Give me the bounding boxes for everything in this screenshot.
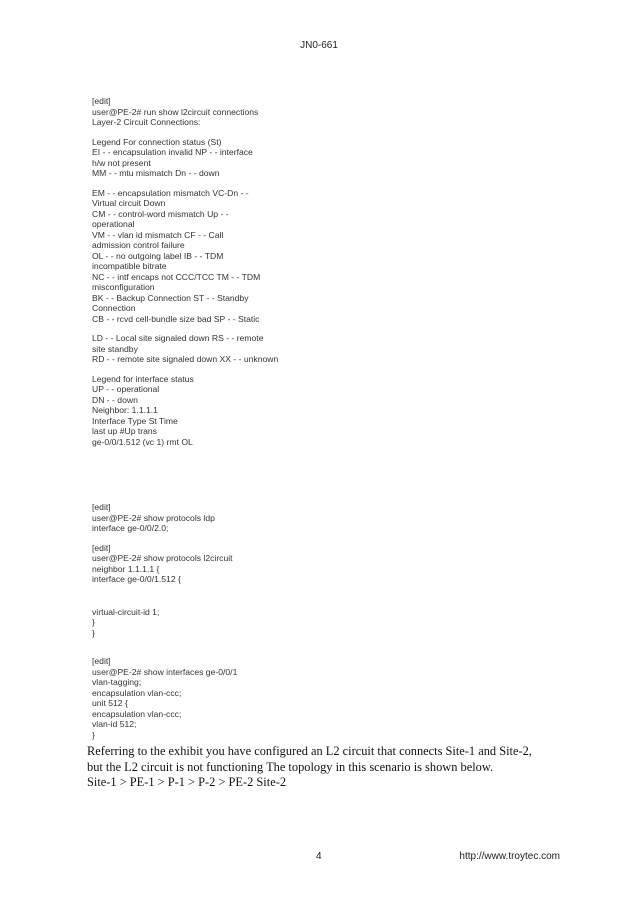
exhibit-line: [edit] (92, 656, 111, 666)
exhibit-line: } (92, 617, 95, 627)
exhibit-block (92, 656, 392, 740)
page-number: 4 (316, 851, 322, 862)
question-text (87, 744, 557, 791)
exhibit-line: interface ge-0/0/1.512 { (92, 574, 181, 584)
exhibit-line: CB - - rcvd cell-bundle size bad SP - - Static (92, 313, 260, 324)
exhibit-line: site standby (92, 343, 138, 354)
exhibit-line: VM - - vlan id mismatch CF - - Call (92, 229, 224, 240)
exhibit-line: user@PE-2# show interfaces ge-0/0/1 (92, 666, 238, 677)
exhibit-line: } (92, 627, 95, 638)
exhibit-line: misconfiguration (92, 282, 155, 292)
exhibit-line: Neighbor: 1.1.1.1 (92, 405, 158, 415)
exhibit-line: CM - - control-word mismatch Up - - (92, 208, 229, 219)
exhibit-block (92, 137, 392, 179)
exhibit-cli-output (92, 96, 392, 447)
exhibit-line: DN - - down (92, 394, 138, 405)
question-line: but the L2 circuit is not functioning The topology in this scenario is shown below. (87, 759, 494, 774)
exhibit-line: Connection (92, 303, 136, 313)
exhibit-line: [edit] (92, 96, 111, 106)
exhibit-line: interface ge-0/0/2.0; (92, 523, 169, 533)
exhibit-line: [edit] (92, 502, 111, 512)
exhibit-line: LD - - Local site signaled down RS - - remote (92, 333, 264, 343)
exhibit-line: Legend For connection status (St) (92, 136, 222, 147)
page-header-title: JN0-661 (300, 40, 338, 51)
exhibit-line: BK - - Backup Connection ST - - Standby (92, 292, 249, 303)
exhibit-line: [edit] (92, 542, 111, 553)
question-line: Referring to the exhibit you have configured an L2 circuit that connects Site-1 and Site-2, (87, 744, 532, 758)
footer-url: http://www.troytec.com (459, 851, 560, 862)
exhibit-line: Legend for interface status (92, 373, 194, 384)
exhibit-block (92, 502, 392, 534)
exhibit-block (92, 188, 392, 325)
exhibit-line: ge-0/0/1.512 (vc 1) rmt OL (92, 436, 193, 447)
exhibit-block (92, 607, 392, 639)
exhibit-block (92, 374, 392, 448)
exhibit-line: h/w not present (92, 157, 151, 168)
exhibit-line: user@PE-2# run show l2circuit connections (92, 106, 259, 117)
exhibit-line: Interface Type St Time (92, 415, 178, 426)
exhibit-line: vlan-tagging; (92, 677, 142, 687)
exhibit-line: user@PE-2# show protocols l2circuit (92, 553, 233, 563)
exhibit-line: incompatible bitrate (92, 261, 167, 271)
exhibit-line: RD - - remote site signaled down XX - - unknown (92, 354, 279, 364)
topology-line: Site-1 > PE-1 > P-1 > P-2 > PE-2 Site-2 (87, 775, 287, 790)
exhibit-line: NC - - intf encaps not CCC/TCC TM - - TDM (92, 271, 261, 282)
exhibit-line: Layer-2 Circuit Connections: (92, 117, 201, 127)
exhibit-line: operational (92, 219, 135, 229)
exhibit-line: encapsulation vlan-ccc; (92, 708, 182, 719)
exhibit-line: encapsulation vlan-ccc; (92, 687, 182, 698)
exhibit-line: virtual-circuit-id 1; (92, 606, 160, 617)
exhibit-config (92, 502, 392, 740)
exhibit-line: last up #Up trans (92, 426, 157, 436)
exhibit-line: admission control failure (92, 240, 185, 250)
exhibit-line: MM - - mtu mismatch Dn - - down (92, 168, 220, 178)
exhibit-line: } (92, 729, 95, 740)
exhibit-line: OL - - no outgoing label IB - - TDM (92, 250, 224, 261)
exhibit-line: Virtual circuit Down (92, 198, 166, 208)
exhibit-line: neighbor 1.1.1.1 { (92, 563, 160, 574)
exhibit-line: EI - - encapsulation invalid NP - - interface (92, 147, 253, 157)
exhibit-line: user@PE-2# show protocols ldp (92, 512, 215, 523)
exhibit-block (92, 96, 392, 128)
exhibit-line: vlan-id 512; (92, 719, 137, 729)
exhibit-line: UP - - operational (92, 384, 160, 394)
exhibit-block (92, 333, 392, 365)
exhibit-block (92, 543, 392, 585)
exhibit-line: EM - - encapsulation mismatch VC-Dn - - (92, 187, 249, 198)
exhibit-line: unit 512 { (92, 698, 128, 708)
